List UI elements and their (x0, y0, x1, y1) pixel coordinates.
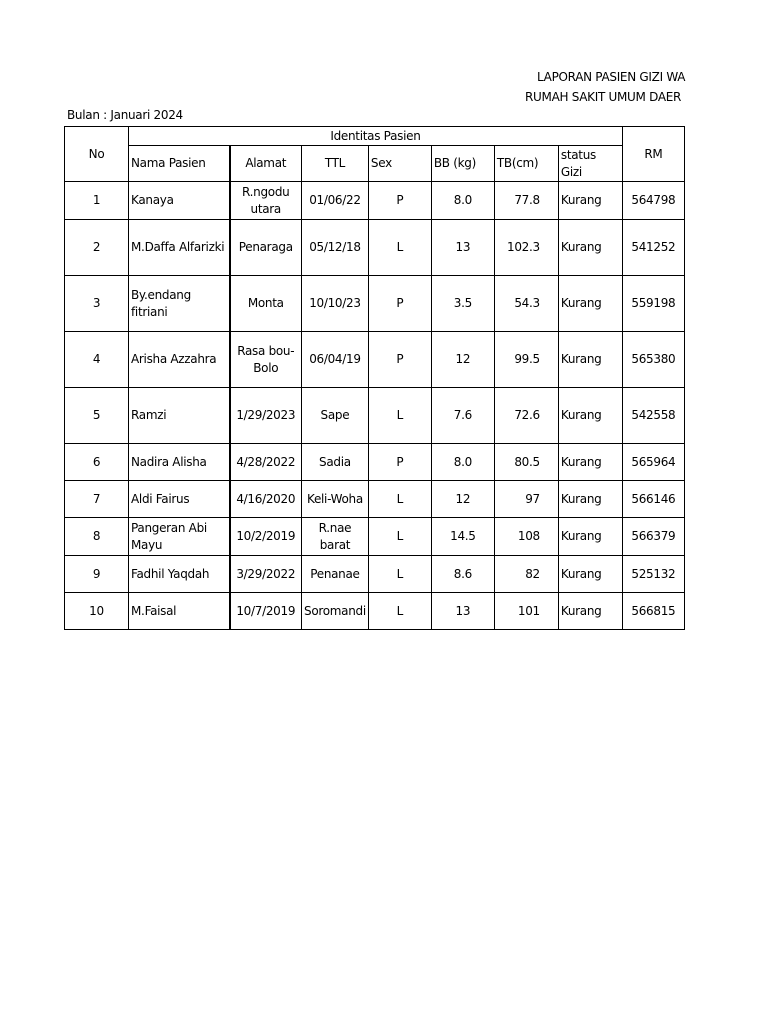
cell-alamat: 4/16/2020 (230, 481, 302, 518)
cell-bb: 8.6 (431, 556, 494, 593)
cell-alamat: 1/29/2023 (230, 388, 302, 444)
table-row (65, 593, 685, 630)
cell-ttl: Keli-Woha (302, 481, 369, 518)
table-row (65, 444, 685, 481)
cell-nama-pasien: Pangeran Abi Mayu (129, 518, 230, 556)
cell-no: 4 (65, 332, 129, 388)
cell-status-gizi: Kurang (558, 481, 622, 518)
cell-sex: P (368, 182, 431, 220)
cell-sex: P (368, 276, 431, 332)
table-row (65, 182, 685, 220)
cell-alamat: 10/7/2019 (230, 593, 302, 630)
cell-no: 1 (65, 182, 129, 220)
cell-alamat: 10/2/2019 (230, 518, 302, 556)
cell-rm: 541252 (622, 220, 684, 276)
table-row (65, 332, 685, 388)
cell-alamat: R.ngodu utara (230, 182, 302, 220)
cell-no: 8 (65, 518, 129, 556)
cell-nama-pasien: Fadhil Yaqdah (129, 556, 230, 593)
cell-rm: 542558 (622, 388, 684, 444)
cell-status-gizi: Kurang (558, 182, 622, 220)
report-title: LAPORAN PASIEN GIZI WA (537, 70, 686, 84)
cell-bb: 13 (431, 593, 494, 630)
header-no: No (65, 127, 129, 182)
header-sex: Sex (368, 146, 431, 182)
header-nama-pasien: Nama Pasien (129, 146, 230, 182)
header-status-gizi: status Gizi (558, 146, 622, 182)
cell-sex: L (368, 518, 431, 556)
cell-status-gizi: Kurang (558, 593, 622, 630)
cell-ttl: 06/04/19 (302, 332, 369, 388)
cell-nama-pasien: By.endang fitriani (129, 276, 230, 332)
cell-status-gizi: Kurang (558, 518, 622, 556)
cell-rm: 566146 (622, 481, 684, 518)
cell-status-gizi: Kurang (558, 444, 622, 481)
cell-no: 9 (65, 556, 129, 593)
cell-status-gizi: Kurang (558, 276, 622, 332)
header-identitas-pasien: Identitas Pasien (129, 127, 623, 146)
cell-bb: 12 (431, 481, 494, 518)
cell-sex: P (368, 332, 431, 388)
cell-tb: 82 (494, 556, 558, 593)
header-ttl: TTL (302, 146, 369, 182)
patient-table (64, 126, 685, 630)
table-row (65, 518, 685, 556)
cell-bb: 8.0 (431, 444, 494, 481)
cell-rm: 525132 (622, 556, 684, 593)
cell-nama-pasien: M.Faisal (129, 593, 230, 630)
table-row (65, 220, 685, 276)
hospital-name: RUMAH SAKIT UMUM DAER (525, 90, 682, 104)
cell-bb: 12 (431, 332, 494, 388)
cell-rm: 564798 (622, 182, 684, 220)
cell-sex: L (368, 593, 431, 630)
header-bb: BB (kg) (431, 146, 494, 182)
cell-status-gizi: Kurang (558, 556, 622, 593)
cell-tb: 77.8 (494, 182, 558, 220)
table-row (65, 556, 685, 593)
cell-tb: 54.3 (494, 276, 558, 332)
cell-bb: 7.6 (431, 388, 494, 444)
cell-alamat: Monta (230, 276, 302, 332)
cell-tb: 97 (494, 481, 558, 518)
cell-alamat: 4/28/2022 (230, 444, 302, 481)
cell-ttl: R.nae barat (302, 518, 369, 556)
header-tb: TB(cm) (494, 146, 558, 182)
cell-nama-pasien: M.Daffa Alfarizki (129, 220, 230, 276)
cell-tb: 72.6 (494, 388, 558, 444)
cell-sex: L (368, 220, 431, 276)
cell-sex: L (368, 481, 431, 518)
cell-ttl: 05/12/18 (302, 220, 369, 276)
cell-alamat: Rasa bou-Bolo (230, 332, 302, 388)
cell-nama-pasien: Nadira Alisha (129, 444, 230, 481)
cell-tb: 108 (494, 518, 558, 556)
cell-alamat: 3/29/2022 (230, 556, 302, 593)
cell-status-gizi: Kurang (558, 220, 622, 276)
cell-no: 3 (65, 276, 129, 332)
cell-ttl: Sadia (302, 444, 369, 481)
cell-ttl: Penanae (302, 556, 369, 593)
cell-ttl: 10/10/23 (302, 276, 369, 332)
cell-nama-pasien: Arisha Azzahra (129, 332, 230, 388)
cell-tb: 80.5 (494, 444, 558, 481)
cell-rm: 566379 (622, 518, 684, 556)
cell-sex: P (368, 444, 431, 481)
cell-sex: L (368, 556, 431, 593)
cell-tb: 102.3 (494, 220, 558, 276)
cell-bb: 14.5 (431, 518, 494, 556)
cell-no: 5 (65, 388, 129, 444)
cell-status-gizi: Kurang (558, 332, 622, 388)
cell-tb: 99.5 (494, 332, 558, 388)
cell-bb: 13 (431, 220, 494, 276)
cell-ttl: 01/06/22 (302, 182, 369, 220)
header-rm: RM (622, 127, 684, 182)
cell-sex: L (368, 388, 431, 444)
cell-rm: 565380 (622, 332, 684, 388)
cell-ttl: Sape (302, 388, 369, 444)
cell-nama-pasien: Aldi Fairus (129, 481, 230, 518)
cell-no: 10 (65, 593, 129, 630)
cell-bb: 8.0 (431, 182, 494, 220)
cell-ttl: Soromandi (302, 593, 369, 630)
cell-rm: 565964 (622, 444, 684, 481)
cell-no: 2 (65, 220, 129, 276)
cell-rm: 566815 (622, 593, 684, 630)
cell-nama-pasien: Ramzi (129, 388, 230, 444)
cell-alamat: Penaraga (230, 220, 302, 276)
cell-status-gizi: Kurang (558, 388, 622, 444)
cell-nama-pasien: Kanaya (129, 182, 230, 220)
cell-tb: 101 (494, 593, 558, 630)
table-row (65, 276, 685, 332)
cell-rm: 559198 (622, 276, 684, 332)
cell-no: 7 (65, 481, 129, 518)
cell-bb: 3.5 (431, 276, 494, 332)
cell-no: 6 (65, 444, 129, 481)
month-label: Bulan : Januari 2024 (67, 108, 183, 122)
table-row (65, 481, 685, 518)
header-alamat: Alamat (230, 146, 302, 182)
table-row (65, 388, 685, 444)
